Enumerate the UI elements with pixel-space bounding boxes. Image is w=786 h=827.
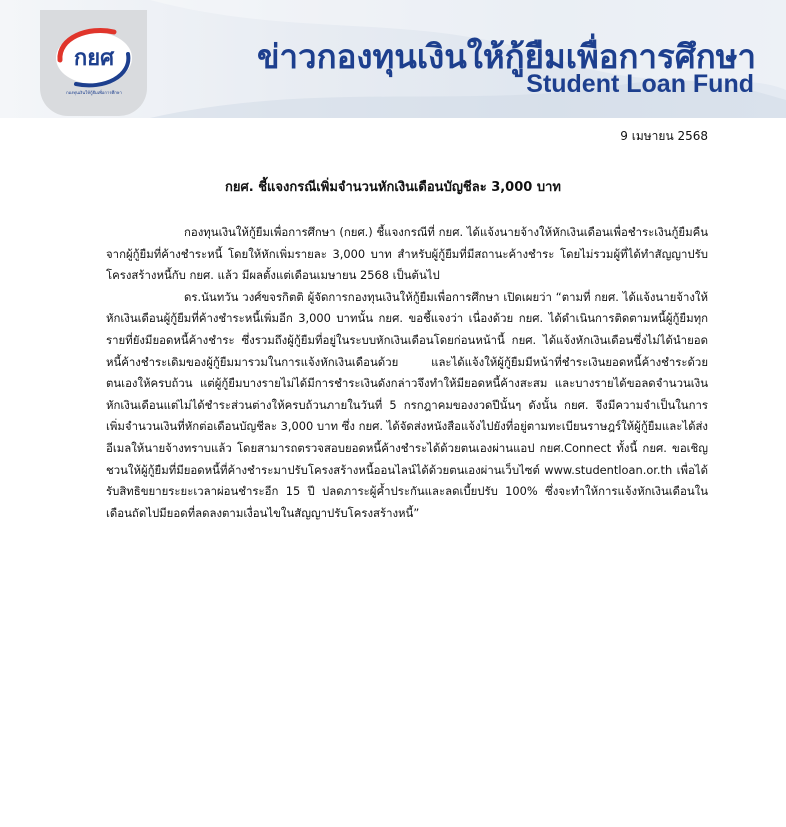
logo-text: กยศ (73, 46, 115, 71)
student-loan-fund-logo (48, 24, 140, 100)
news-body (106, 222, 708, 524)
news-header-banner (0, 0, 786, 118)
news-paragraph-2: ดร.นันทวัน วงศ์ขจรกิตติ ผู้จัดการกองทุนเงินให้กู้ยืมเพื่อการศึกษา เปิดเผยว่า “ตามที่ กยศ. ได้แจ้งนายจ้างให้หักเงินเดือนผู้กู้ยืมที่ค้างชำระหนี้เพิ่มอีก 3,000 บาทนั้น กยศ. ขอชี้แจงว่า เนื่องด้วย กยศ. ได้ดำเนินการติดตามหนี้ผู้กู้ยืมทุกรายที่ยังมียอดหนี้ค้างชำระ ซึ่งรวมถึงผู้กู้ยืมที่อยู่ในระบบหักเงินเดือนโดยก่อนหน้านี้ กยศ. ได้แจ้งหักเงินเดือนซึ่งไม่ได้นำยอดหนี้ค้างชำระเดิมของผู้กู้ยืมมารวมในการแจ้งหักเงินเดือนด้วย และได้แจ้งให้ผู้กู้ยืมมีหน้าที่ชำระเงินยอดหนี้ค้างชำระด้วยตนเองให้ครบถ้วน แต่ผู้กู้ยืมบางรายไม่ได้มีการชำระเงินดังกล่าวจึงทำให้มียอดหนี้ค้างสะสม และบางรายได้ขอลดจำนวนเงินหักเงินเดือนแต่ไม่ได้ชำระส่วนต่างให้ครบถ้วนภายในวันที่ 5 กรกฎาคมของงวดปีนั้นๆ ดังนั้น กยศ. จึงมีความจำเป็นในการเพิ่มจำนวนเงินที่หักต่อเดือนบัญชีละ 3,000 บาท ซึ่ง กยศ. ได้จัดส่งหนังสือแจ้งไปยังที่อยู่ตามทะเบียนราษฎร์ให้ผู้กู้ยืมและได้ส่งอีเมลให้นายจ้างทราบแล้ว โดยสามารถตรวจสอบยอดหนี้ค้างชำระได้ด้วยตนเองผ่านแอป กยศ.Connect ทั้งนี้ กยศ. ขอเชิญชวนให้ผู้กู้ยืมที่มียอดหนี้ที่ค้างชำระมาปรับโครงสร้างหนี้ออนไลน์ได้ด้วยตนเองผ่านเว็บไซต์ www.studentloan.or.th เพื่อได้รับสิทธิขยายระยะเวลาผ่อนชำระอีก 15 ปี ปลดภาระผู้ค้ำประกันและลดเบี้ยปรับ 100% ซึ่งจะทำให้การแจ้งหักเงินเดือนในเดือนถัดไปมียอดที่ลดลงตามเงื่อนไขในสัญญาปรับโครงสร้างหนี้” (106, 289, 708, 520)
news-date: 9 เมษายน 2568 (620, 129, 708, 143)
header-title-thai: ข่าวกองทุนเงินให้กู้ยืมเพื่อการศึกษา (256, 37, 756, 76)
news-paragraph-1: กองทุนเงินให้กู้ยืมเพื่อการศึกษา (กยศ.) ชี้แจงกรณีที่ กยศ. ได้แจ้งนายจ้างให้หักเงินเดือนเพื่อชำระเงินกู้ยืมคืนจากผู้กู้ยืมที่ค้างชำระหนี้ โดยให้หักเพิ่มรายละ 3,000 บาท สำหรับผู้กู้ยืมที่มีสถานะค้างชำระ โดยไม่รวมผู้ที่ได้ทำสัญญาปรับโครงสร้างหนี้กับ กยศ. แล้ว มีผลตั้งแต่เดือนเมษายน 2568 เป็นต้นไป (106, 225, 708, 283)
header-title-english: Student Loan Fund (526, 70, 754, 98)
logo-caption: กองทุนเงินให้กู้ยืมเพื่อการศึกษา (66, 90, 122, 95)
news-headline: กยศ. ชี้แจงกรณีเพิ่มจำนวนหักเงินเดือนบัญชีละ 3,000 บาท (225, 180, 561, 195)
logo-container (40, 10, 147, 116)
